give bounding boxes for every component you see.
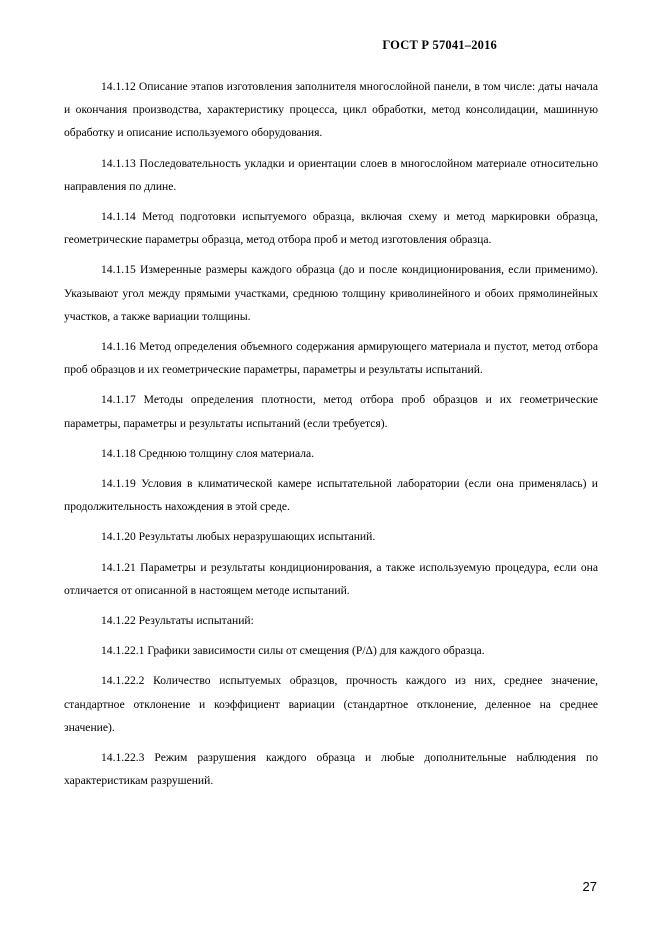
clause-14-1-16: 14.1.16 Метод определения объемного содержания армирующего материала и пустот, метод отбора проб образцов и их геометрические параметры, параметры и результаты испытаний. [64, 340, 598, 377]
document-body [64, 75, 598, 799]
clause-14-1-13: 14.1.13 Последовательность укладки и ориентации слоев в многослойном материале относительно направления по длине. [64, 156, 598, 193]
clause-14-1-19: 14.1.19 Условия в климатической камере испытательной лаборатории (если она применялась) и продолжительность нахождения в этой среде. [64, 477, 598, 514]
page-number: 27 [582, 879, 597, 894]
clause-14-1-21: 14.1.21 Параметры и результаты кондиционирования, а также используемую процедура, если она отличается от описанной в настоящем методе испытаний. [64, 560, 598, 597]
clause-14-1-17: 14.1.17 Методы определения плотности, метод отбора проб образцов и их геометрические параметры, параметры и результаты испытаний (если требуется). [64, 393, 598, 430]
clause-14-1-22-1: 14.1.22.1 Графики зависимости силы от смещения (P/Δ) для каждого образца. [101, 644, 485, 658]
clause-14-1-20: 14.1.20 Результаты любых неразрушающих испытаний. [101, 530, 376, 544]
clause-14-1-22-3: 14.1.22.3 Режим разрушения каждого образца и любые дополнительные наблюдения по характеристикам разрушений. [64, 751, 598, 788]
document-code-header: ГОСТ Р 57041–2016 [382, 38, 497, 52]
clause-14-1-12: 14.1.12 Описание этапов изготовления заполнителя многослойной панели, в том числе: даты начала и окончания производства, характеристику процесса, цикл обработки, метод консолидации, машинную обработку и описание используемого оборудования. [64, 80, 598, 140]
clause-14-1-22-2: 14.1.22.2 Количество испытуемых образцов, прочность каждого из них, среднее значение, стандартное отклонение и коэффициент вариации (стандартное отклонение, деленное на среднее значение). [64, 674, 598, 734]
clause-14-1-14: 14.1.14 Метод подготовки испытуемого образца, включая схему и метод маркировки образца, геометрические параметры образца, метод отбора проб и метод изготовления образца. [64, 210, 598, 247]
clause-14-1-18: 14.1.18 Среднюю толщину слоя материала. [101, 446, 315, 460]
clause-14-1-22: 14.1.22 Результаты испытаний: [101, 614, 254, 628]
clause-14-1-15: 14.1.15 Измеренные размеры каждого образца (до и после кондиционирования, если применимо). Указывают угол между прямыми участками, среднюю толщину криволинейного и обоих прямолинейных участков, а также вариации толщины. [64, 263, 598, 323]
